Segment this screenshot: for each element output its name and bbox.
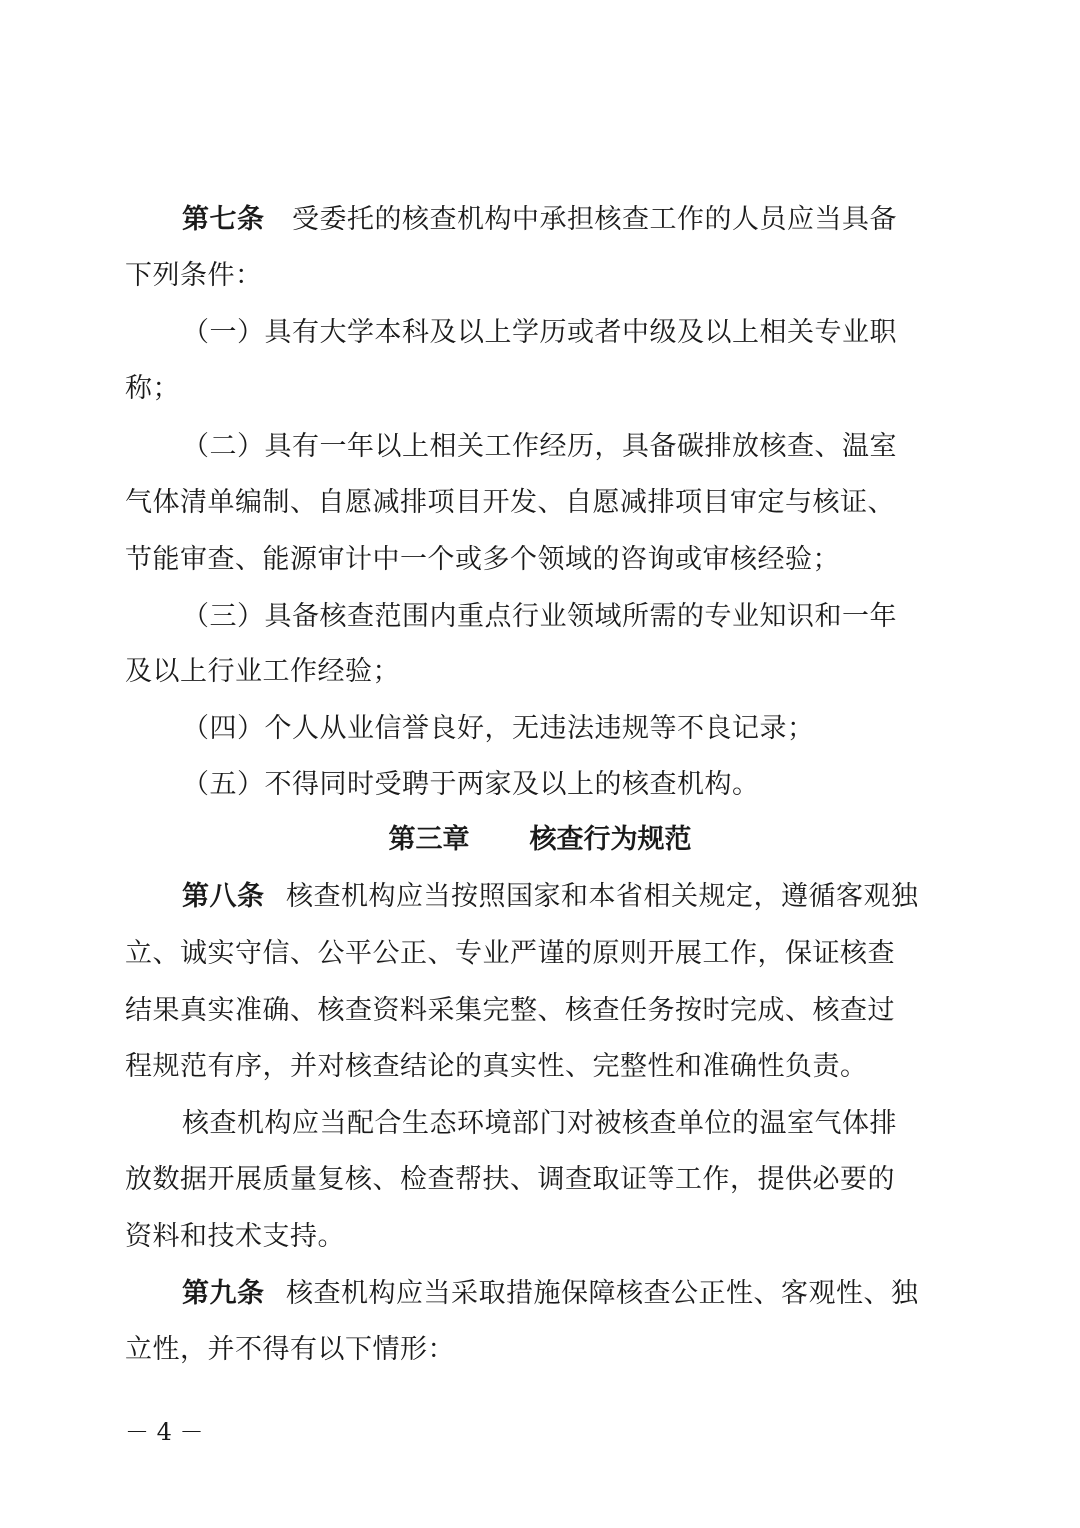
article7-line [0, 256, 1080, 296]
item-line [0, 652, 1080, 692]
item2-line2: 气体清单编制、自愿减排项目开发、自愿减排项目审定与核证、 [125, 487, 895, 518]
chapter-title: 核查行为规范 [529, 824, 692, 855]
article8-first-line [0, 877, 1080, 917]
article9-line [0, 1330, 1080, 1370]
item-line [0, 597, 1080, 637]
item5-line: （五）不得同时受聘于两家及以上的核查机构。 [182, 769, 760, 800]
item-line [0, 369, 1080, 409]
article9-label: 第九条 [182, 1278, 265, 1309]
article8-line [0, 991, 1080, 1031]
article8-para2-line2: 放数据开展质量复核、检查帮扶、调查取证等工作，提供必要的 [125, 1164, 895, 1195]
article8-line2: 立、诚实守信、公平公正、专业严谨的原则开展工作，保证核查 [125, 938, 895, 969]
article8-line [0, 934, 1080, 974]
article8-para2-line3: 资料和技术支持。 [125, 1221, 345, 1252]
article8-line1: 核查机构应当按照国家和本省相关规定，遵循客观独 [286, 881, 919, 912]
article7-label: 第七条 [182, 204, 265, 235]
article8-line3: 结果真实准确、核查资料采集完整、核查任务按时完成、核查过 [125, 995, 895, 1026]
article8-line [0, 1047, 1080, 1087]
article9-line1: 核查机构应当采取措施保障核查公正性、客观性、独 [286, 1278, 919, 1309]
chapter-number: 第三章 [388, 824, 470, 855]
article8-label: 第八条 [182, 881, 265, 912]
item-line [0, 765, 1080, 805]
item2-line3: 节能审查、能源审计中一个或多个领域的咨询或审核经验； [125, 544, 840, 575]
item-line [0, 483, 1080, 523]
chapter-heading [0, 820, 1080, 860]
article8-para2-line1: 核查机构应当配合生态环境部门对被核查单位的温室气体排 [182, 1108, 897, 1139]
item2-line1: （二）具有一年以上相关工作经历，具备碳排放核查、温室 [182, 431, 897, 462]
article8-para2-line [0, 1217, 1080, 1257]
article9-first-line [0, 1274, 1080, 1314]
article9-line2: 立性，并不得有以下情形： [125, 1334, 455, 1365]
item-line [0, 540, 1080, 580]
item3-line1: （三）具备核查范围内重点行业领域所需的专业知识和一年 [182, 601, 897, 632]
page-number: － 4 － [125, 1418, 204, 1446]
article8-line4: 程规范有序，并对核查结论的真实性、完整性和准确性负责。 [125, 1051, 868, 1082]
article7-first-line [0, 200, 1080, 240]
article8-para2-line [0, 1160, 1080, 1200]
item4-line: （四）个人从业信誉良好，无违法违规等不良记录； [182, 713, 815, 744]
item-line [0, 427, 1080, 467]
item1-line2: 称； [125, 373, 180, 404]
article7-line2: 下列条件： [125, 260, 263, 291]
item1-line1: （一）具有大学本科及以上学历或者中级及以上相关专业职 [182, 317, 897, 348]
item-line [0, 313, 1080, 353]
item3-line2: 及以上行业工作经验； [125, 656, 400, 687]
article8-para2-line [0, 1104, 1080, 1144]
item-line [0, 709, 1080, 749]
article7-line1: 受委托的核查机构中承担核查工作的人员应当具备 [292, 204, 897, 235]
